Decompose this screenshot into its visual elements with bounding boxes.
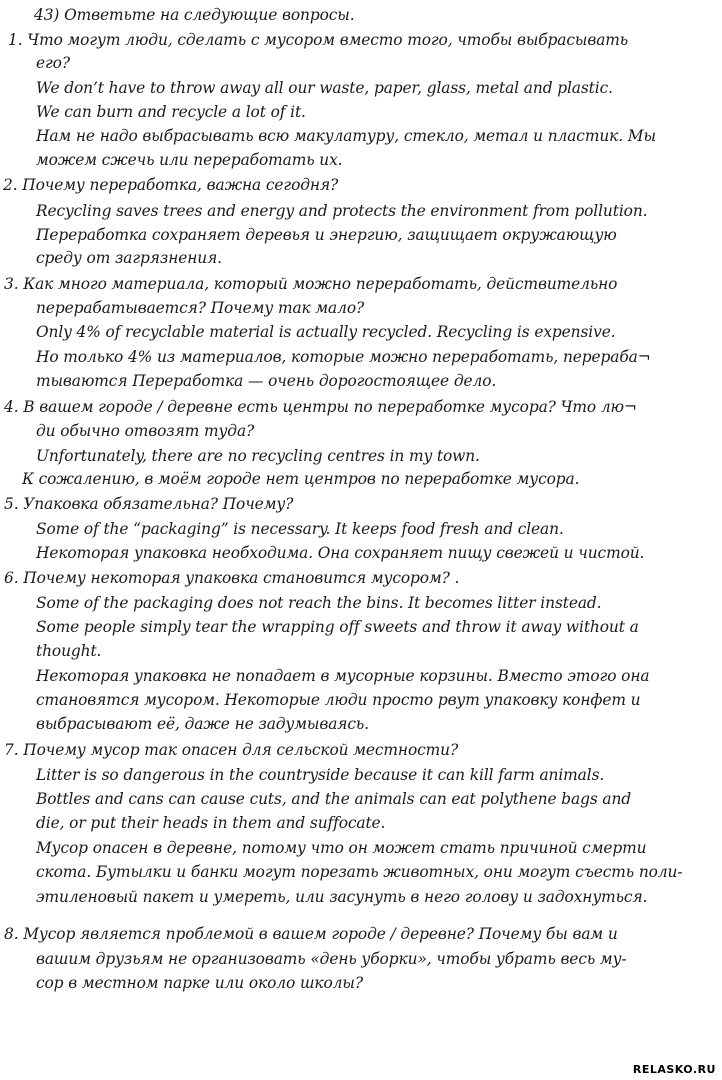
exercise-header: 43) Ответьте на следующие вопросы. bbox=[34, 6, 355, 24]
answer-4-ru: К сожалению, в моём городе нет центров по переработке мусора. bbox=[22, 470, 580, 488]
question-8-line-2: вашим друзьям не организовать «день уборки», чтобы убрать весь му- bbox=[36, 950, 627, 968]
question-3-line-2: перерабатывается? Почему так мало? bbox=[36, 299, 365, 317]
answer-2-ru-line-1: Переработка сохраняет деревья и энергию, защищает окружающую bbox=[36, 226, 617, 244]
answer-2-ru-line-2: среду от загрязнения. bbox=[36, 249, 222, 267]
question-4-line-2: ди обычно отвозят туда? bbox=[36, 422, 255, 440]
answer-6-ru-line-2: становятся мусором. Некоторые люди просто рвут упаковку конфет и bbox=[36, 691, 641, 709]
answer-3-en: Only 4% of recyclable material is actually recycled. Recycling is expensive. bbox=[36, 323, 616, 341]
answer-6-en-line-3: thought. bbox=[36, 642, 102, 660]
question-8-line-3: сор в местном парке или около школы? bbox=[36, 974, 363, 992]
answer-7-ru-line-2: скота. Бутылки и банки могут порезать животных, они могут съесть поли- bbox=[36, 863, 683, 881]
answer-1-en-line-1: We don’t have to throw away all our waste, paper, glass, metal and plastic. bbox=[36, 79, 613, 97]
question-1-line-2: его? bbox=[36, 54, 71, 72]
answer-1-en-line-2: We can burn and recycle a lot of it. bbox=[36, 103, 306, 121]
answer-4-en: Unfortunately, there are no recycling centres in my town. bbox=[36, 447, 480, 465]
answer-7-en-line-2: Bottles and cans can cause cuts, and the animals can eat polythene bags and bbox=[36, 790, 632, 808]
question-7: 7. Почему мусор так опасен для сельской местности? bbox=[4, 741, 459, 759]
watermark: RELASKO.RU bbox=[632, 1063, 716, 1076]
answer-3-ru-line-2: тываются Переработка — очень дорогостоящее дело. bbox=[36, 372, 497, 390]
answer-7-ru-line-1: Мусор опасен в деревне, потому что он может стать причиной смерти bbox=[36, 839, 647, 857]
question-8-line-1: 8. Мусор является проблемой в вашем городе / деревне? Почему бы вам и bbox=[4, 925, 618, 943]
answer-3-ru-line-1: Но только 4% из материалов, которые можно переработать, перераба¬ bbox=[36, 348, 651, 366]
answer-6-en-line-2: Some people simply tear the wrapping off sweets and throw it away without a bbox=[36, 618, 639, 636]
answer-5-en: Some of the “packaging” is necessary. It keeps food fresh and clean. bbox=[36, 520, 564, 538]
answer-7-en-line-3: die, or put their heads in them and suffocate. bbox=[36, 814, 386, 832]
answer-2-en: Recycling saves trees and energy and protects the environment from pollution. bbox=[36, 202, 648, 220]
answer-7-en-line-1: Litter is so dangerous in the countryside because it can kill farm animals. bbox=[36, 766, 605, 784]
question-2: 2. Почему переработка, важна сегодня? bbox=[3, 176, 339, 194]
question-3-line-1: 3. Как много материала, который можно переработать, действительно bbox=[4, 275, 618, 293]
answer-1-ru-line-1: Нам не надо выбрасывать всю макулатуру, стекло, метал и пластик. Мы bbox=[36, 127, 656, 145]
answer-6-ru-line-1: Некоторая упаковка не попадает в мусорные корзины. Вместо этого она bbox=[36, 667, 650, 685]
answer-7-ru-line-3: этиленовый пакет и умереть, или засунуть в него голову и задохнуться. bbox=[36, 888, 648, 906]
answer-6-ru-line-3: выбрасывают её, даже не задумываясь. bbox=[36, 715, 369, 733]
question-4-line-1: 4. В вашем городе / деревне есть центры по переработке мусора? Что лю¬ bbox=[4, 398, 637, 416]
answer-6-en-line-1: Some of the packaging does not reach the bins. It becomes litter instead. bbox=[36, 594, 602, 612]
answer-1-ru-line-2: можем сжечь или переработать их. bbox=[36, 151, 343, 169]
answer-5-ru: Некоторая упаковка необходима. Она сохраняет пищу свежей и чистой. bbox=[36, 544, 645, 562]
question-1-line-1: 1. Что могут люди, сделать с мусором вместо того, чтобы выбрасывать bbox=[8, 31, 629, 49]
question-5: 5. Упаковка обязательна? Почему? bbox=[4, 495, 294, 513]
question-6: 6. Почему некоторая упаковка становится мусором? . bbox=[4, 569, 460, 587]
